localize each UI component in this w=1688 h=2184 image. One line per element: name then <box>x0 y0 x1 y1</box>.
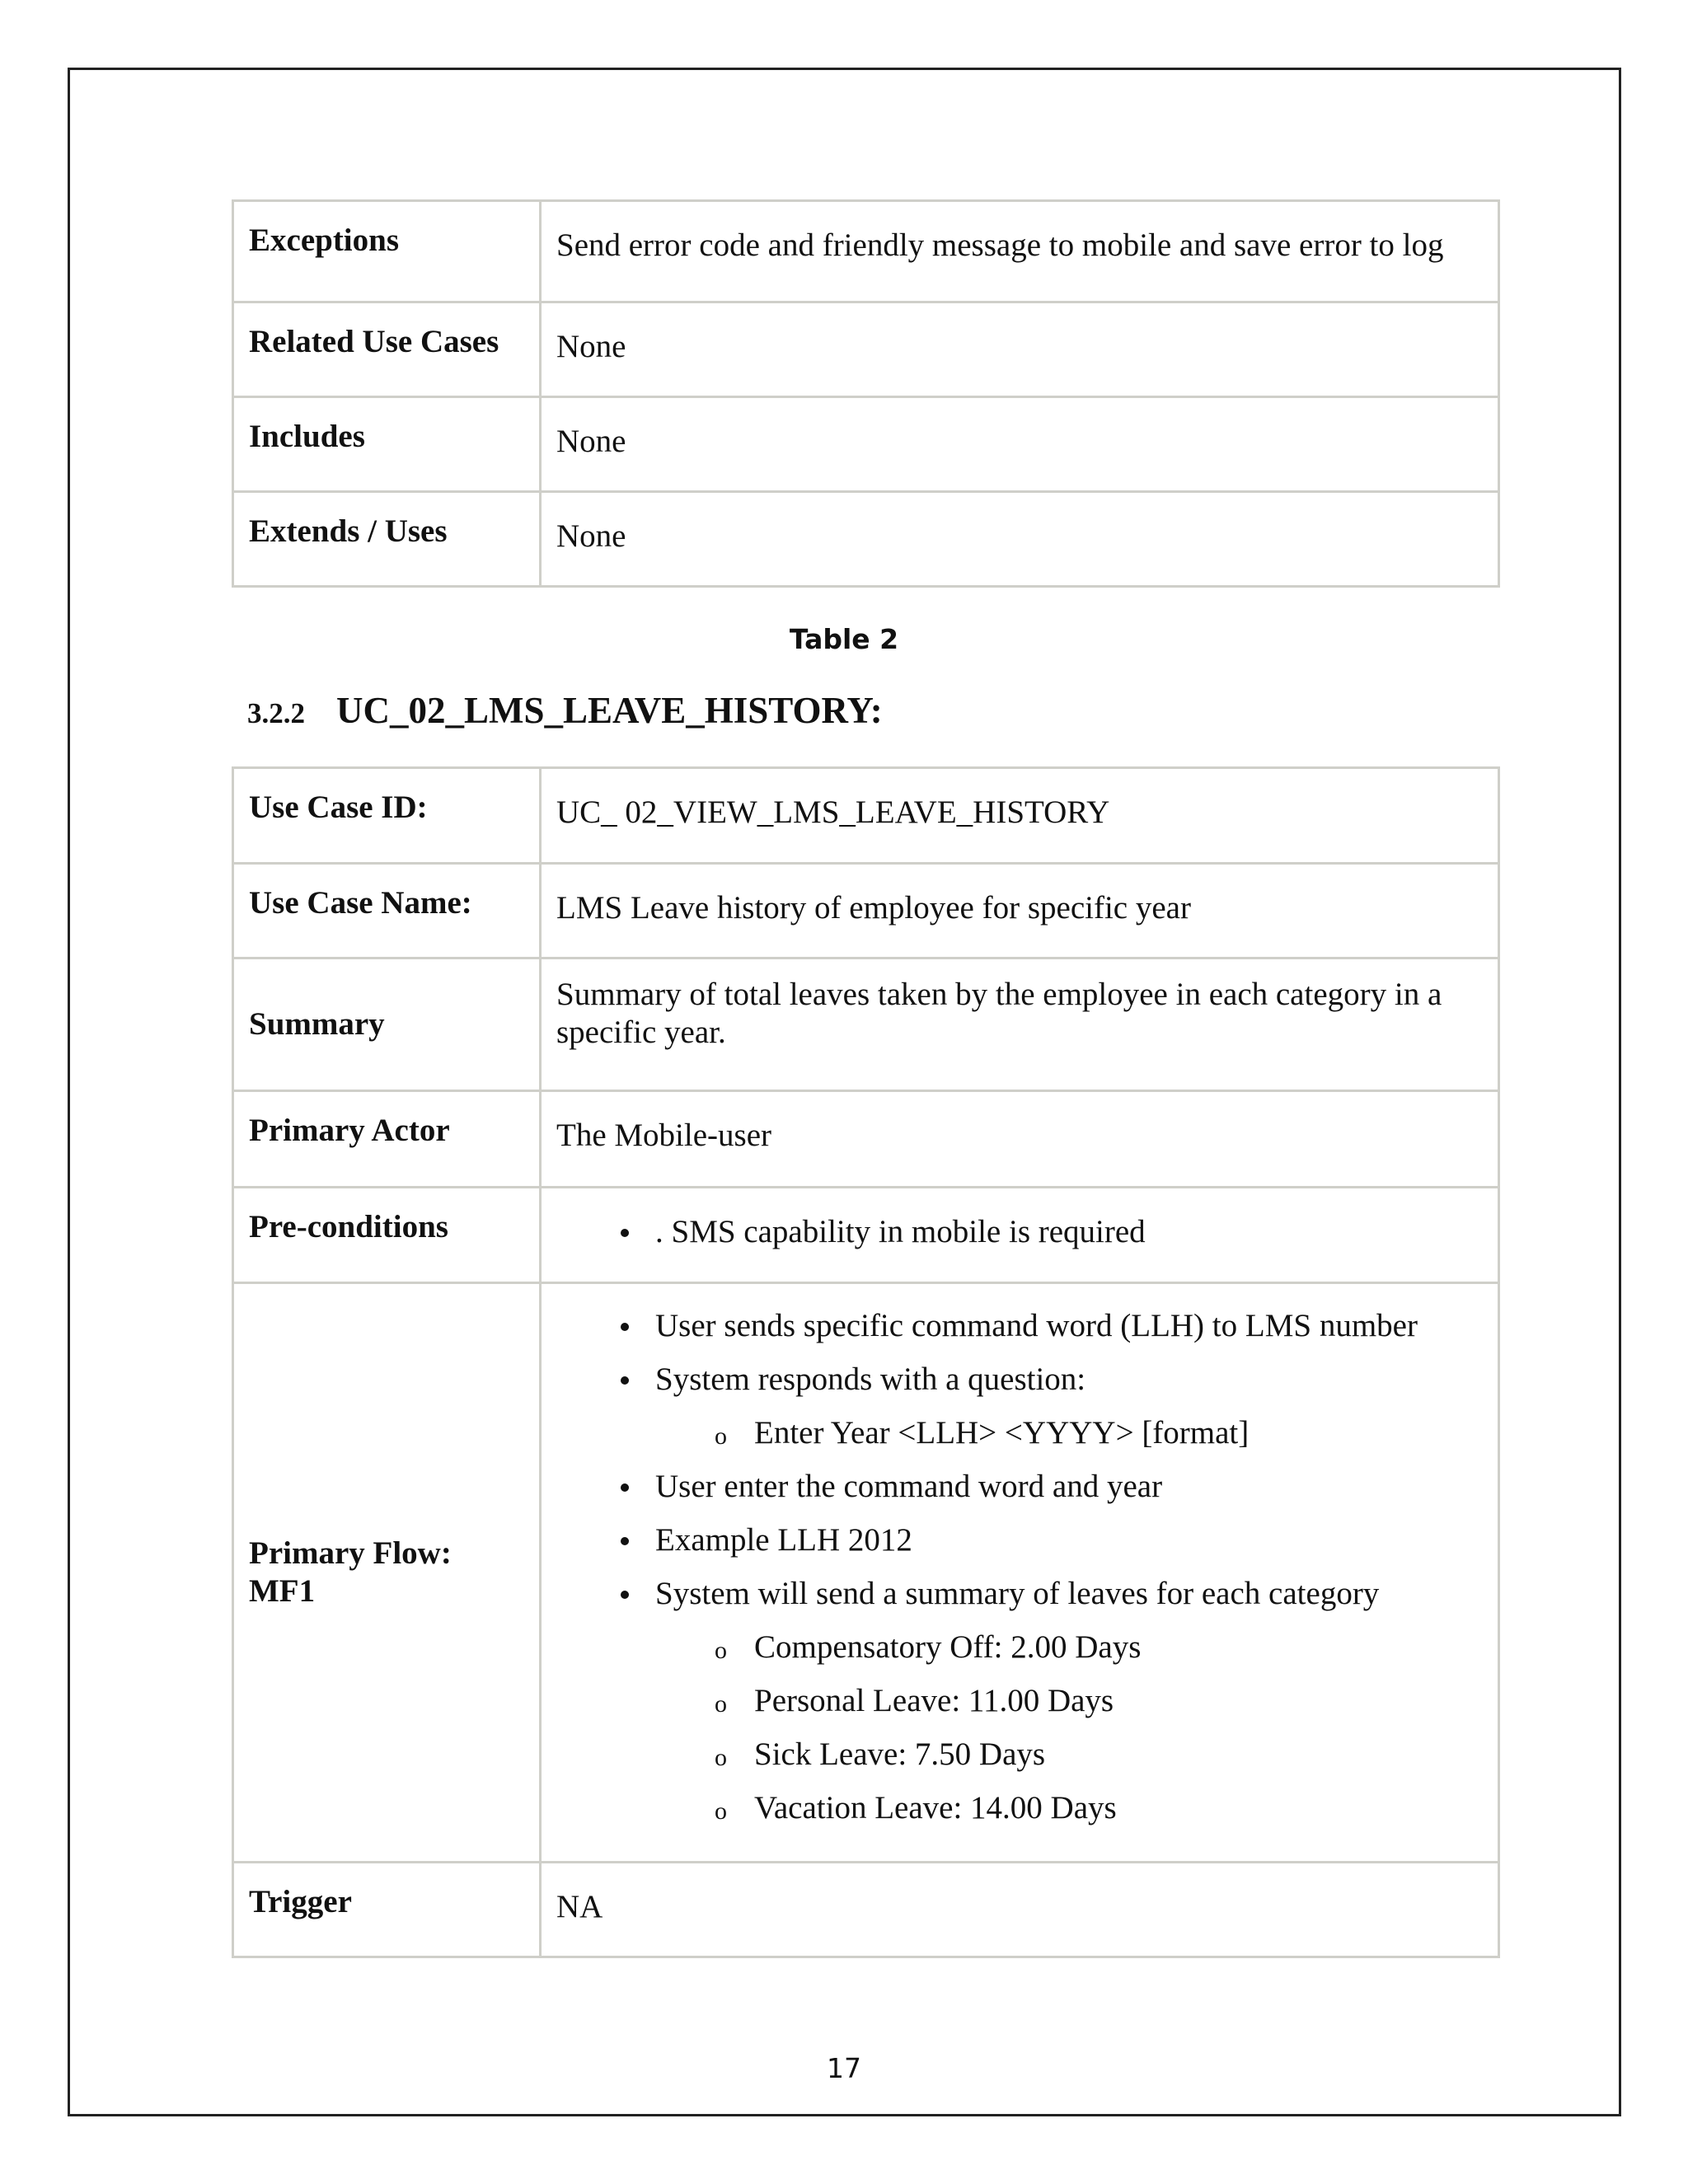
row-label: Related Use Cases <box>233 302 541 397</box>
flow-substep: o Personal Leave: 11.00 Days <box>556 1682 1483 1736</box>
flow-step: Example LLH 2012 <box>556 1521 1483 1575</box>
table-row-preconditions <box>233 1188 1499 1283</box>
use-case-table-continued <box>232 199 1500 588</box>
section-heading <box>247 689 883 732</box>
row-label: Trigger <box>233 1863 541 1957</box>
flow-substep: o Sick Leave: 7.50 Days <box>556 1736 1483 1789</box>
flow-substep: o Compensatory Off: 2.00 Days <box>556 1629 1483 1682</box>
page-number: 17 <box>827 2052 861 2084</box>
table-row <box>233 492 1499 587</box>
row-value: None <box>541 302 1499 397</box>
row-value <box>541 1188 1499 1283</box>
table-row <box>233 302 1499 397</box>
table-caption: Table 2 <box>789 623 899 655</box>
primary-flow-steps <box>541 1283 1499 1863</box>
row-label: Exceptions <box>233 201 541 302</box>
row-value: UC_ 02_VIEW_LMS_LEAVE_HISTORY <box>541 768 1499 864</box>
row-label: Use Case Name: <box>233 864 541 958</box>
flow-substep: o Enter Year <LLH> <YYYY> [format] <box>556 1414 1483 1468</box>
flow-substep: o Vacation Leave: 14.00 Days <box>556 1789 1483 1843</box>
row-label: Includes <box>233 397 541 492</box>
row-value: The Mobile-user <box>541 1091 1499 1188</box>
section-number: 3.2.2 <box>247 697 305 729</box>
primary-flow-label: Primary Flow: <box>249 1535 452 1571</box>
primary-flow-id: MF1 <box>249 1573 316 1609</box>
row-value: LMS Leave history of employee for specific year <box>541 864 1499 958</box>
flow-step: System responds with a question: <box>556 1361 1483 1414</box>
table-row-primary-flow <box>233 1283 1499 1863</box>
row-value: Send error code and friendly message to mobile and save error to log <box>541 201 1499 302</box>
flow-step: System will send a summary of leaves for each category <box>556 1575 1483 1629</box>
bullet-item: . SMS capability in mobile is required <box>556 1213 1483 1251</box>
table-row <box>233 201 1499 302</box>
table-row-trigger <box>233 1863 1499 1957</box>
row-label: Use Case ID: <box>233 768 541 864</box>
row-label: Extends / Uses <box>233 492 541 587</box>
table-row-use-case-name <box>233 864 1499 958</box>
table-row-use-case-id <box>233 768 1499 864</box>
row-value: None <box>541 492 1499 587</box>
row-label: Primary Actor <box>233 1091 541 1188</box>
flow-step: User enter the command word and year <box>556 1468 1483 1521</box>
flow-step: User sends specific command word (LLH) to LMS number <box>556 1307 1483 1361</box>
row-label <box>233 1283 541 1863</box>
row-label: Pre-conditions <box>233 1188 541 1283</box>
row-value: Summary of total leaves taken by the employee in each category in a specific year. <box>541 958 1499 1091</box>
section-title: UC_02_LMS_LEAVE_HISTORY: <box>336 690 883 731</box>
row-label: Summary <box>233 958 541 1091</box>
row-value: None <box>541 397 1499 492</box>
table-row-primary-actor <box>233 1091 1499 1188</box>
table-row <box>233 397 1499 492</box>
row-value: NA <box>541 1863 1499 1957</box>
use-case-table <box>232 766 1500 1958</box>
table-row-summary <box>233 958 1499 1091</box>
